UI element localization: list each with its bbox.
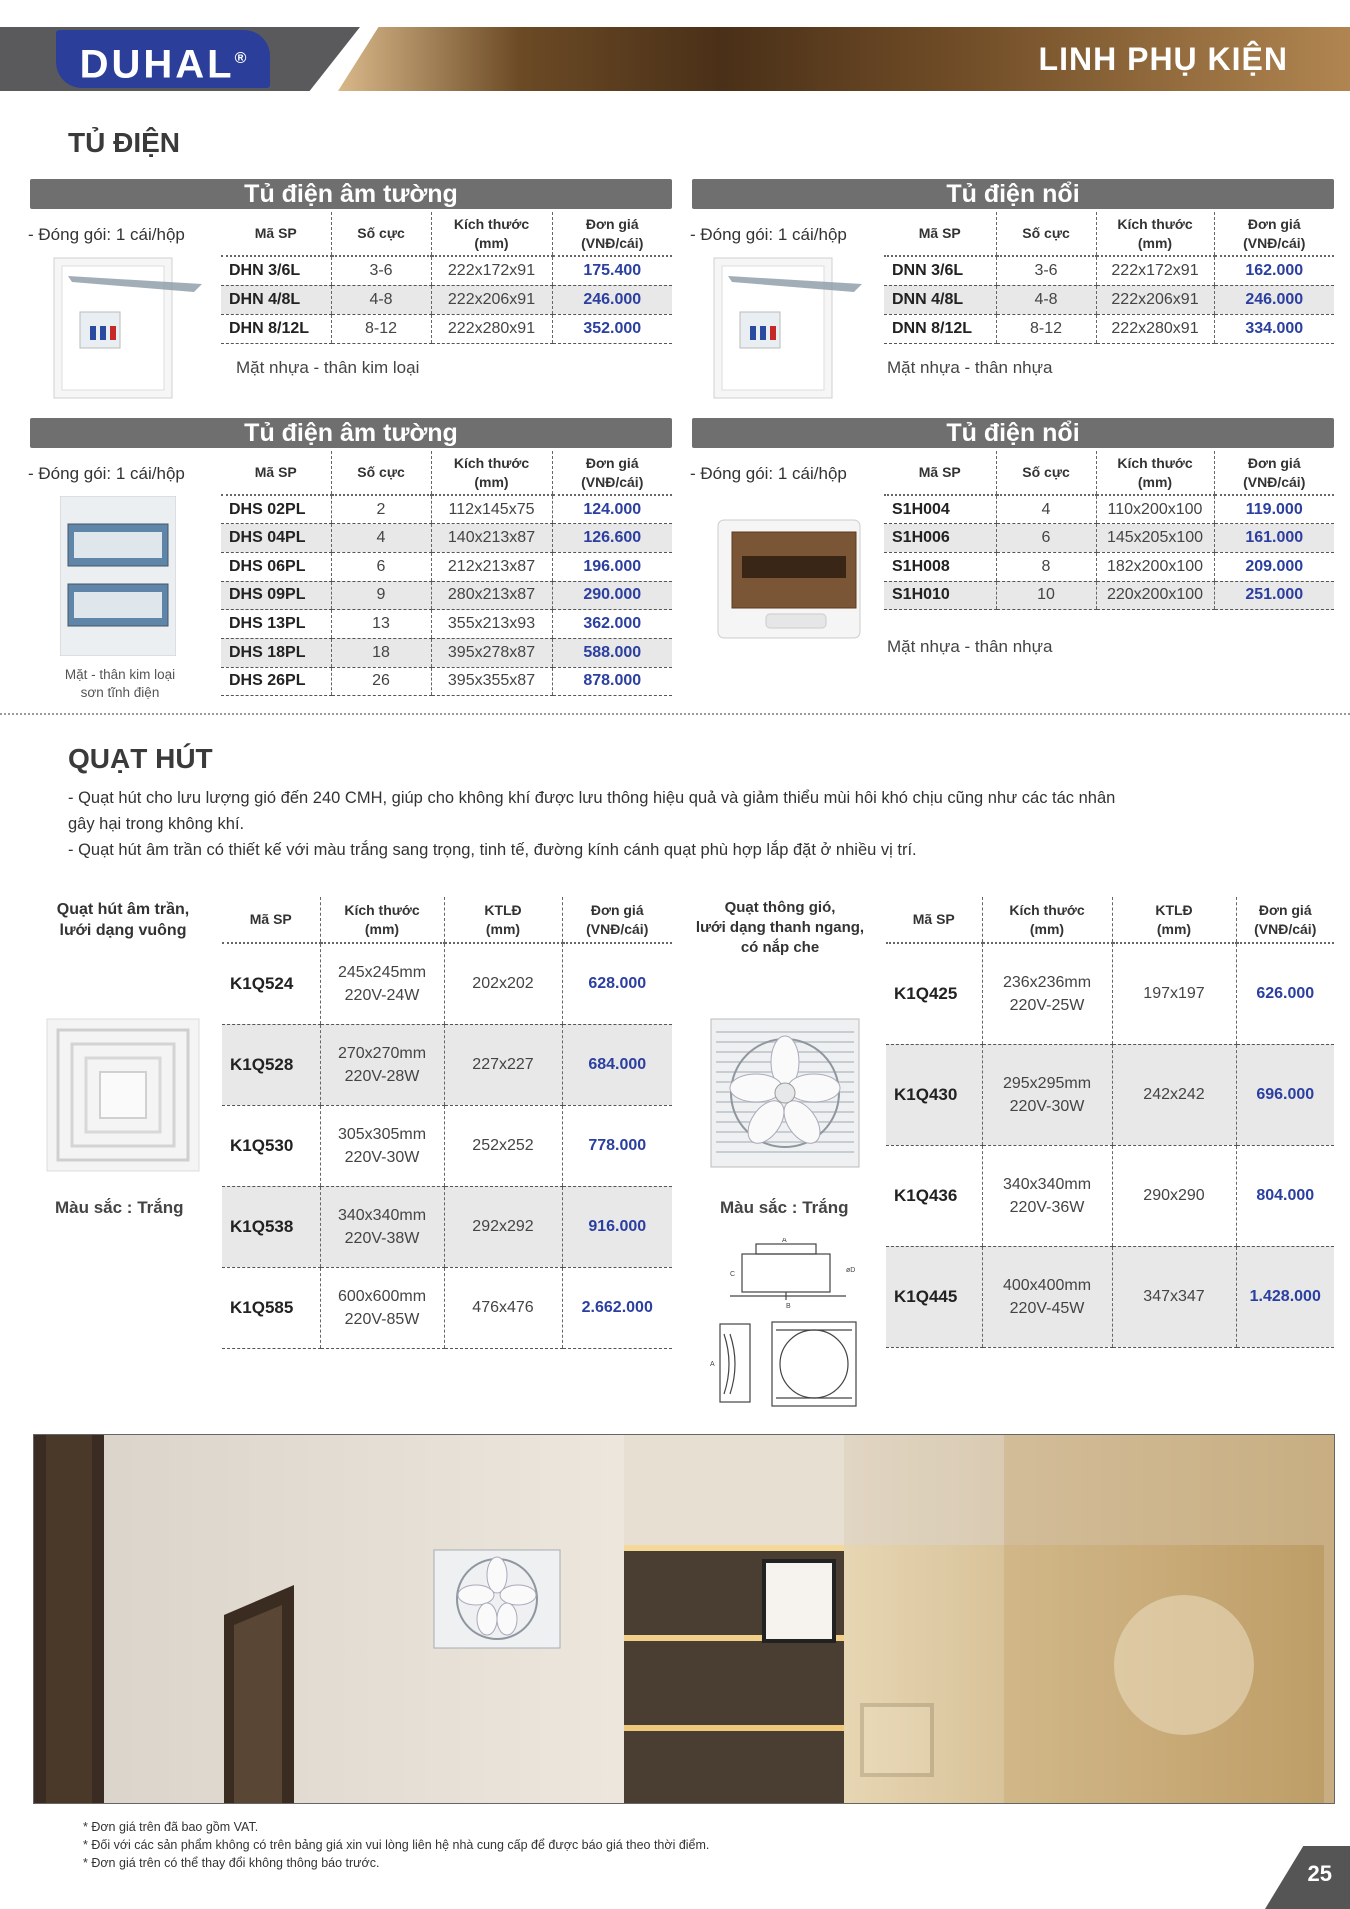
footnotes: * Đơn giá trên đã bao gồm VAT. * Đối với các sản phẩm không có trên bảng giá xin vui lòng liên hệ nhà cung cấp để được báo giá theo thời điểm. * Đơn giá trên có thể thay đổi không thông báo trước. — [83, 1820, 710, 1870]
ceiling-fan-image — [46, 1018, 200, 1172]
tu-dien-heading: TỦ ĐIỆN — [68, 127, 180, 158]
color-note: Màu sắc : Trắng — [55, 1198, 184, 1217]
table-row: S1H010 10 220x200x100 251.000 — [884, 581, 1334, 610]
col-header: Mã SP — [221, 212, 331, 256]
fan-dimension-drawing — [706, 1238, 870, 1414]
panel-title-bar: Tủ điện âm tường — [30, 418, 672, 448]
wall-fan-image — [710, 1018, 860, 1168]
table-row: S1H008 8 182x200x100 209.000 — [884, 552, 1334, 581]
svg-text:A: A — [782, 1238, 787, 1244]
table-row: DHN 4/8L 4-8 222x206x91 246.000 — [221, 285, 672, 314]
col-header: Số cực — [331, 212, 431, 256]
table-row: K1Q445 400x400mm 220V-45W 347x347 1.428.000 — [886, 1246, 1334, 1347]
plastic-panel-image — [716, 518, 862, 640]
panel-title-bar: Tủ điện nổi — [692, 418, 1334, 448]
brand-logo: DUHAL® — [56, 30, 270, 88]
col-header: Đơn giá (VNĐ/cái) — [1214, 212, 1334, 256]
svg-text:øD: øD — [846, 1267, 856, 1274]
col-header: Đơn giá (VNĐ/cái) — [1236, 897, 1334, 943]
panel-price-table — [221, 451, 672, 696]
section-title: LINH PHỤ KIỆN — [1038, 41, 1288, 77]
table-row: K1Q530 305x305mm 220V-30W 252x252 778.000 — [222, 1105, 672, 1186]
col-header: Kích thước (mm) — [431, 212, 552, 256]
svg-text:B: B — [786, 1303, 791, 1310]
table-row: DHS 18PL 18 395x278x87 588.000 — [221, 638, 672, 667]
flush-panel-box-image — [52, 252, 204, 404]
table-row: DNN 4/8L 4-8 222x206x91 246.000 — [884, 285, 1334, 314]
fan-price-table — [886, 897, 1334, 1348]
col-header: Kích thước (mm) — [1096, 212, 1214, 256]
packing-note: - Đóng gói: 1 cái/hộp — [690, 225, 847, 244]
table-row: S1H004 4 110x200x100 119.000 — [884, 495, 1334, 524]
fan-description: - Quạt hút cho lưu lượng gió đến 240 CMH, giúp cho không khí được lưu thông hiệu quả và giảm thiểu mùi hôi khó chịu cũng như các tác nhân gây hại trong không khí. - Quạt hút âm trần có thiết kế với màu trắng sang trọng, tinh tế, đường kính cánh quạt phù hợp lắp đặt ở nhiều vị trí. — [68, 789, 1116, 859]
table-row: DHN 8/12L 8-12 222x280x91 352.000 — [221, 314, 672, 343]
col-header: Số cực — [996, 451, 1096, 495]
svg-text:A: A — [710, 1361, 715, 1368]
col-header: KTLĐ (mm) — [1112, 897, 1236, 943]
col-header: Mã SP — [222, 897, 320, 943]
table-row: DHS 13PL 13 355x213x93 362.000 — [221, 610, 672, 639]
color-note: Màu sắc : Trắng — [720, 1198, 849, 1217]
col-header: Mã SP — [884, 212, 996, 256]
quat-hut-heading: QUẠT HÚT — [68, 743, 213, 774]
page-number: 25 — [1307, 1861, 1332, 1886]
col-header: Kích thước (mm) — [1096, 451, 1214, 495]
col-header: Đơn giá (VNĐ/cái) — [552, 212, 672, 256]
fan-price-table — [222, 897, 672, 1349]
table-row: K1Q524 245x245mm 220V-24W 202x202 628.000 — [222, 943, 672, 1024]
table-row: DHN 3/6L 3-6 222x172x91 175.400 — [221, 256, 672, 285]
col-header: Đơn giá (VNĐ/cái) — [562, 897, 672, 943]
table-row: DHS 26PL 26 395x355x87 878.000 — [221, 667, 672, 696]
material-note: Mặt nhựa - thân nhựa — [887, 358, 1053, 377]
panel-title-bar: Tủ điện nổi — [692, 179, 1334, 209]
col-header: Kích thước (mm) — [982, 897, 1112, 943]
col-header: Đơn giá (VNĐ/cái) — [552, 451, 672, 495]
table-row: K1Q425 236x236mm 220V-25W 197x197 626.000 — [886, 943, 1334, 1044]
col-header: Mã SP — [884, 451, 996, 495]
packing-note: - Đóng gói: 1 cái/hộp — [28, 225, 185, 244]
col-header: Đơn giá (VNĐ/cái) — [1214, 451, 1334, 495]
material-note: Mặt - thân kim loại sơn tĩnh điện — [64, 667, 176, 700]
surface-panel-box-image — [712, 252, 864, 404]
col-header: KTLĐ (mm) — [444, 897, 562, 943]
col-header: Số cực — [996, 212, 1096, 256]
material-note: Mặt nhựa - thân nhựa — [887, 637, 1053, 656]
table-row: K1Q528 270x270mm 220V-28W 227x227 684.000 — [222, 1024, 672, 1105]
panel-title-bar: Tủ điện âm tường — [30, 179, 672, 209]
col-header: Kích thước (mm) — [320, 897, 444, 943]
table-row: K1Q585 600x600mm 220V-85W 476x476 2.662.000 — [222, 1267, 672, 1348]
col-header: Số cực — [331, 451, 431, 495]
table-row: DHS 09PL 9 280x213x87 290.000 — [221, 581, 672, 610]
svg-text:C: C — [730, 1271, 736, 1278]
col-header: Mã SP — [221, 451, 331, 495]
col-header: Mã SP — [886, 897, 982, 943]
table-row: DHS 02PL 2 112x145x75 124.000 — [221, 495, 672, 524]
table-row: DNN 8/12L 8-12 222x280x91 334.000 — [884, 314, 1334, 343]
scene-illustration — [34, 1435, 1334, 1803]
fan-group-label: Quạt hút âm trần, lưới dạng vuông — [56, 901, 190, 939]
material-note: Mặt nhựa - thân kim loại — [236, 358, 420, 377]
panel-price-table — [884, 451, 1334, 610]
table-row: S1H006 6 145x205x100 161.000 — [884, 524, 1334, 553]
table-row: DHS 04PL 4 140x213x87 126.600 — [221, 524, 672, 553]
page-header — [0, 27, 1350, 91]
packing-note: - Đóng gói: 1 cái/hộp — [28, 464, 185, 483]
packing-note: - Đóng gói: 1 cái/hộp — [690, 464, 847, 483]
table-row: K1Q538 340x340mm 220V-38W 292x292 916.000 — [222, 1186, 672, 1267]
panel-price-table — [221, 212, 672, 344]
table-row: DHS 06PL 6 212x213x87 196.000 — [221, 552, 672, 581]
table-row: K1Q436 340x340mm 220V-36W 290x290 804.000 — [886, 1145, 1334, 1246]
section-divider — [0, 713, 1350, 715]
bathroom-scene-photo — [33, 1434, 1335, 1804]
metal-panel-image — [60, 496, 176, 656]
panel-price-table — [884, 212, 1334, 344]
col-header: Kích thước (mm) — [431, 451, 552, 495]
table-row: DNN 3/6L 3-6 222x172x91 162.000 — [884, 256, 1334, 285]
table-row: K1Q430 295x295mm 220V-30W 242x242 696.000 — [886, 1044, 1334, 1145]
fan-group-label: Quạt thông gió, lưới dạng thanh ngang, có nắp che — [695, 899, 865, 956]
